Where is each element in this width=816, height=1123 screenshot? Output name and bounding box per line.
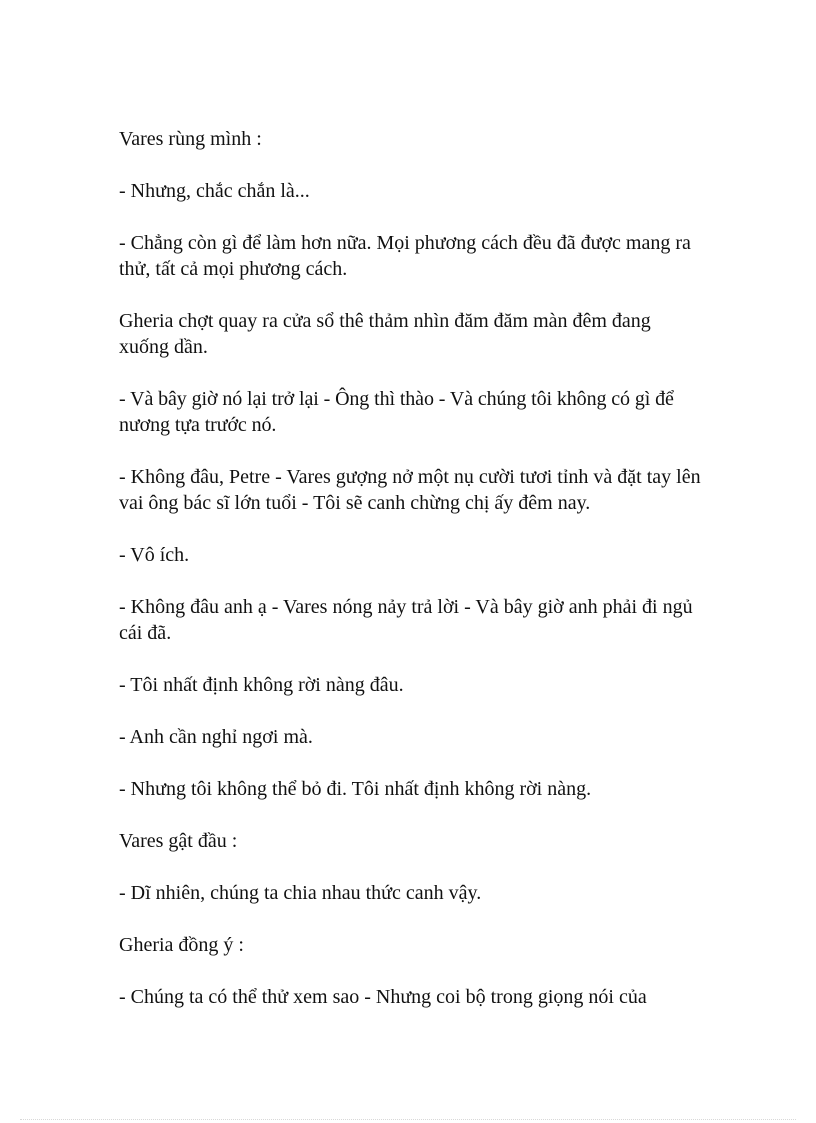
paragraph-6: - Không đâu, Petre - Vares gượng nở một nụ cười tươi tỉnh và đặt tay lên vai ông bác sĩ lớn tuổi - Tôi sẽ canh chừng chị ấy đêm nay. (119, 466, 701, 514)
paragraph-11: - Nhưng tôi không thể bỏ đi. Tôi nhất định không rời nàng. (119, 778, 592, 800)
paragraph-5: - Và bây giờ nó lại trở lại - Ông thì thào - Và chúng tôi không có gì để nương tựa trước nó. (119, 388, 674, 436)
paragraph-14: Gheria đồng ý : (119, 934, 244, 956)
paragraph-9: - Tôi nhất định không rời nàng đâu. (119, 674, 404, 696)
paragraph-15: - Chúng ta có thể thử xem sao - Nhưng coi bộ trong giọng nói của (119, 986, 647, 1008)
document-body (119, 126, 704, 1036)
page-bottom-divider (20, 1119, 796, 1120)
paragraph-10: - Anh cần nghỉ ngơi mà. (119, 726, 313, 748)
paragraph-4: Gheria chợt quay ra cửa sổ thê thảm nhìn đăm đăm màn đêm đang xuống dần. (119, 310, 651, 358)
paragraph-13: - Dĩ nhiên, chúng ta chia nhau thức canh vậy. (119, 882, 482, 904)
paragraph-7: - Vô ích. (119, 544, 190, 566)
paragraph-12: Vares gật đầu : (119, 830, 238, 852)
paragraph-3: - Chẳng còn gì để làm hơn nữa. Mọi phương cách đều đã được mang ra thử, tất cả mọi phương cách. (119, 232, 691, 280)
paragraph-1: Vares rùng mình : (119, 128, 262, 150)
paragraph-8: - Không đâu anh ạ - Vares nóng nảy trả lời - Và bây giờ anh phải đi ngủ cái đã. (119, 596, 693, 644)
paragraph-2: - Nhưng, chắc chắn là... (119, 180, 310, 202)
